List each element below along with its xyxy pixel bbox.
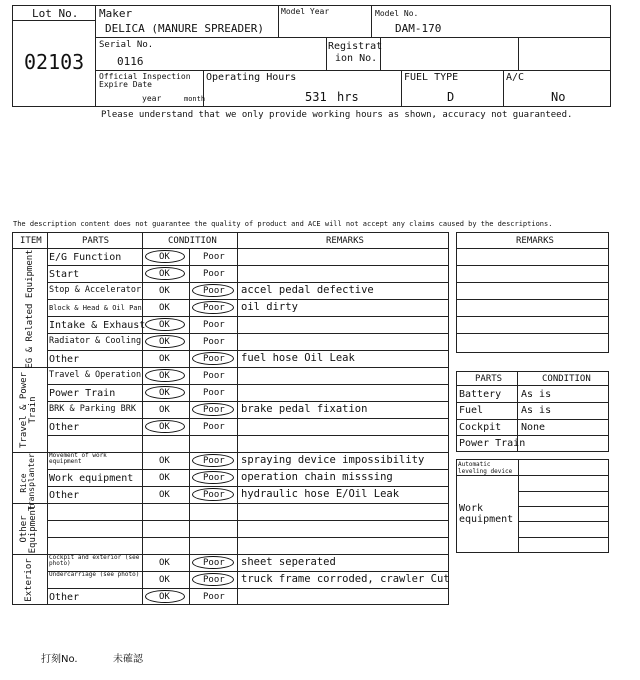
condition-poor: Poor	[203, 422, 225, 432]
model-no-label: Model No.	[375, 9, 419, 18]
group-label-exterior: Exterior	[24, 558, 34, 602]
side-header-condition: CONDITION	[542, 374, 591, 384]
table-row	[0, 333, 450, 350]
row-remark: truck frame corroded, crawler Cut	[241, 573, 450, 585]
group-label-travel-power: Travel & Power Train	[19, 372, 38, 448]
month-label: month	[184, 95, 206, 103]
operating-hours-unit: hrs	[337, 90, 359, 104]
maker-label: Maker	[99, 7, 133, 20]
row-remark: brake pedal fixation	[241, 403, 368, 415]
poor-circle-mark	[192, 471, 234, 484]
row-remark: operation chain misssing	[241, 471, 393, 483]
row-remark: spraying device impossibility	[241, 454, 425, 466]
registration-label-1: Registrat	[328, 41, 383, 52]
serial-label: Serial No.	[99, 40, 154, 50]
condition-ok: OK	[159, 337, 170, 347]
condition-poor: Poor	[203, 320, 225, 330]
table-row	[0, 248, 450, 265]
row-part-label: Movement of work equipment	[49, 452, 107, 465]
group-label-rice-transplanter: Rice Transplanter	[19, 453, 36, 511]
ok-circle-mark	[145, 420, 185, 433]
table-row	[0, 299, 450, 316]
table-row	[0, 367, 450, 384]
poor-circle-mark	[192, 284, 234, 297]
ac-label: A/C	[506, 72, 525, 83]
condition-poor: Poor	[203, 371, 225, 381]
condition-ok: OK	[159, 286, 170, 296]
condition-ok: OK	[159, 371, 170, 381]
table-row	[0, 418, 450, 435]
inspection-label-2: Expire Date	[99, 80, 152, 89]
table-row	[0, 486, 450, 503]
row-part-label: Travel & Operation	[49, 370, 142, 380]
table-row	[0, 401, 450, 418]
row-remark: accel pedal defective	[241, 284, 374, 296]
condition-poor: Poor	[203, 303, 225, 313]
poor-circle-mark	[192, 573, 234, 586]
poor-circle-mark	[192, 301, 234, 314]
row-remark: hydraulic hose E/Oil Leak	[241, 488, 400, 500]
group-label-eg-related: EG & Related Equipment	[25, 249, 35, 369]
row-part-label: Power Train	[49, 388, 116, 399]
inspection-label-1: Official Inspection	[99, 72, 191, 81]
row-part-label: Other	[49, 490, 80, 501]
ok-circle-mark	[145, 335, 185, 348]
col-header-remarks: REMARKS	[326, 236, 364, 246]
ok-circle-mark	[145, 369, 185, 382]
condition-poor: Poor	[203, 388, 225, 398]
condition-ok: OK	[159, 473, 170, 483]
row-remark: sheet seperated	[241, 556, 336, 568]
condition-ok: OK	[159, 575, 170, 585]
table-row	[0, 282, 450, 299]
side-part-cockpit: Cockpit	[459, 422, 502, 433]
table-row	[0, 571, 450, 588]
fuel-type-label: FUEL TYPE	[404, 72, 459, 83]
condition-poor: Poor	[203, 354, 225, 364]
lot-number: 02103	[24, 50, 85, 74]
row-remark: fuel hose Oil Leak	[241, 352, 355, 364]
condition-ok: OK	[159, 269, 170, 279]
work-equipment-label: Work equipment	[459, 503, 514, 525]
ok-circle-mark	[145, 318, 185, 331]
table-row	[0, 588, 450, 605]
condition-ok: OK	[159, 558, 170, 568]
side-condition-battery: As is	[521, 389, 552, 400]
condition-poor: Poor	[203, 592, 225, 602]
condition-poor: Poor	[203, 490, 225, 500]
table-row	[0, 554, 450, 571]
condition-ok: OK	[159, 320, 170, 330]
registration-label-2: ion No.	[335, 53, 378, 64]
hours-notice: Please understand that we only provide working hours as shown, accuracy not guaranteed.	[101, 110, 573, 120]
condition-poor: Poor	[203, 337, 225, 347]
side-condition-fuel: As is	[521, 405, 552, 416]
lot-label: Lot No.	[32, 7, 79, 20]
year-label: year	[142, 94, 162, 103]
poor-circle-mark	[192, 556, 234, 569]
table-row	[0, 452, 450, 469]
ac-value: No	[551, 90, 566, 104]
group-label-other-equipment: Other Equipment	[19, 504, 38, 554]
side-part-battery: Battery	[459, 389, 502, 400]
ok-circle-mark	[145, 386, 185, 399]
poor-circle-mark	[192, 454, 234, 467]
model-year-label: Model Year	[281, 7, 330, 16]
condition-poor: Poor	[203, 405, 225, 415]
condition-ok: OK	[159, 456, 170, 466]
row-part-label: E/G Function	[49, 252, 122, 263]
row-part-label: Cockpit and exterior (see photo)	[49, 554, 140, 567]
condition-ok: OK	[159, 405, 170, 415]
table-row	[0, 316, 450, 333]
row-part-label: Intake & Exhaust	[49, 320, 146, 331]
fuel-type-value: D	[447, 90, 455, 104]
row-part-label: Start	[49, 269, 80, 280]
table-row	[0, 350, 450, 367]
ok-circle-mark	[145, 590, 185, 603]
col-header-item: ITEM	[20, 236, 42, 246]
row-remark: oil dirty	[241, 301, 298, 313]
table-row	[0, 384, 450, 401]
auto-leveling-label: Automatic leveling device	[458, 461, 513, 475]
condition-poor: Poor	[203, 269, 225, 279]
row-part-label: Work equipment	[49, 473, 134, 484]
row-part-label: Other	[49, 354, 80, 365]
side-part-power-train: Power Train	[459, 438, 526, 449]
row-part-label: Block & Head & Oil Pan	[49, 304, 142, 312]
condition-ok: OK	[159, 490, 170, 500]
side-condition-cockpit: None	[521, 422, 546, 433]
condition-poor: Poor	[203, 252, 225, 262]
condition-poor: Poor	[203, 456, 225, 466]
side-header-parts: PARTS	[475, 374, 503, 384]
condition-ok: OK	[159, 592, 170, 602]
table-row	[0, 265, 450, 282]
stamp-number-label: 打刻No.	[41, 654, 78, 665]
table-row	[0, 469, 450, 486]
condition-ok: OK	[159, 388, 170, 398]
condition-ok: OK	[159, 252, 170, 262]
model-no-value: DAM-170	[395, 22, 442, 35]
condition-ok: OK	[159, 354, 170, 364]
condition-poor: Poor	[203, 575, 225, 585]
condition-poor: Poor	[203, 473, 225, 483]
ok-circle-mark	[145, 250, 185, 263]
poor-circle-mark	[192, 403, 234, 416]
poor-circle-mark	[192, 488, 234, 501]
condition-ok: OK	[159, 303, 170, 313]
row-part-label: Radiator & Cooling	[49, 336, 142, 346]
row-part-label: Other	[49, 592, 80, 603]
condition-poor: Poor	[203, 286, 225, 296]
operating-hours-value: 531	[305, 90, 327, 104]
row-part-label: Undercarriage (see photo)	[49, 571, 140, 578]
condition-ok: OK	[159, 422, 170, 432]
condition-poor: Poor	[203, 558, 225, 568]
col-header-condition: CONDITION	[168, 236, 217, 246]
row-part-label: Other	[49, 422, 80, 433]
row-part-label: Stop & Accelerator	[49, 285, 142, 295]
serial-value: 0116	[117, 55, 144, 68]
operating-hours-label: Operating Hours	[206, 72, 297, 83]
ok-circle-mark	[145, 267, 185, 280]
row-part-label: BRK & Parking BRK	[49, 404, 136, 414]
col-header-parts: PARTS	[82, 236, 110, 246]
right-col-header-remarks: REMARKS	[516, 236, 554, 246]
maker-value: DELICA (MANURE SPREADER)	[105, 22, 264, 35]
stamp-number-value: 未確認	[113, 654, 143, 665]
side-part-fuel: Fuel	[459, 405, 484, 416]
poor-circle-mark	[192, 352, 234, 365]
description-notice: The description content does not guarantee the quality of product and ACE will not accept any claims caused by the descriptions.	[13, 220, 553, 228]
